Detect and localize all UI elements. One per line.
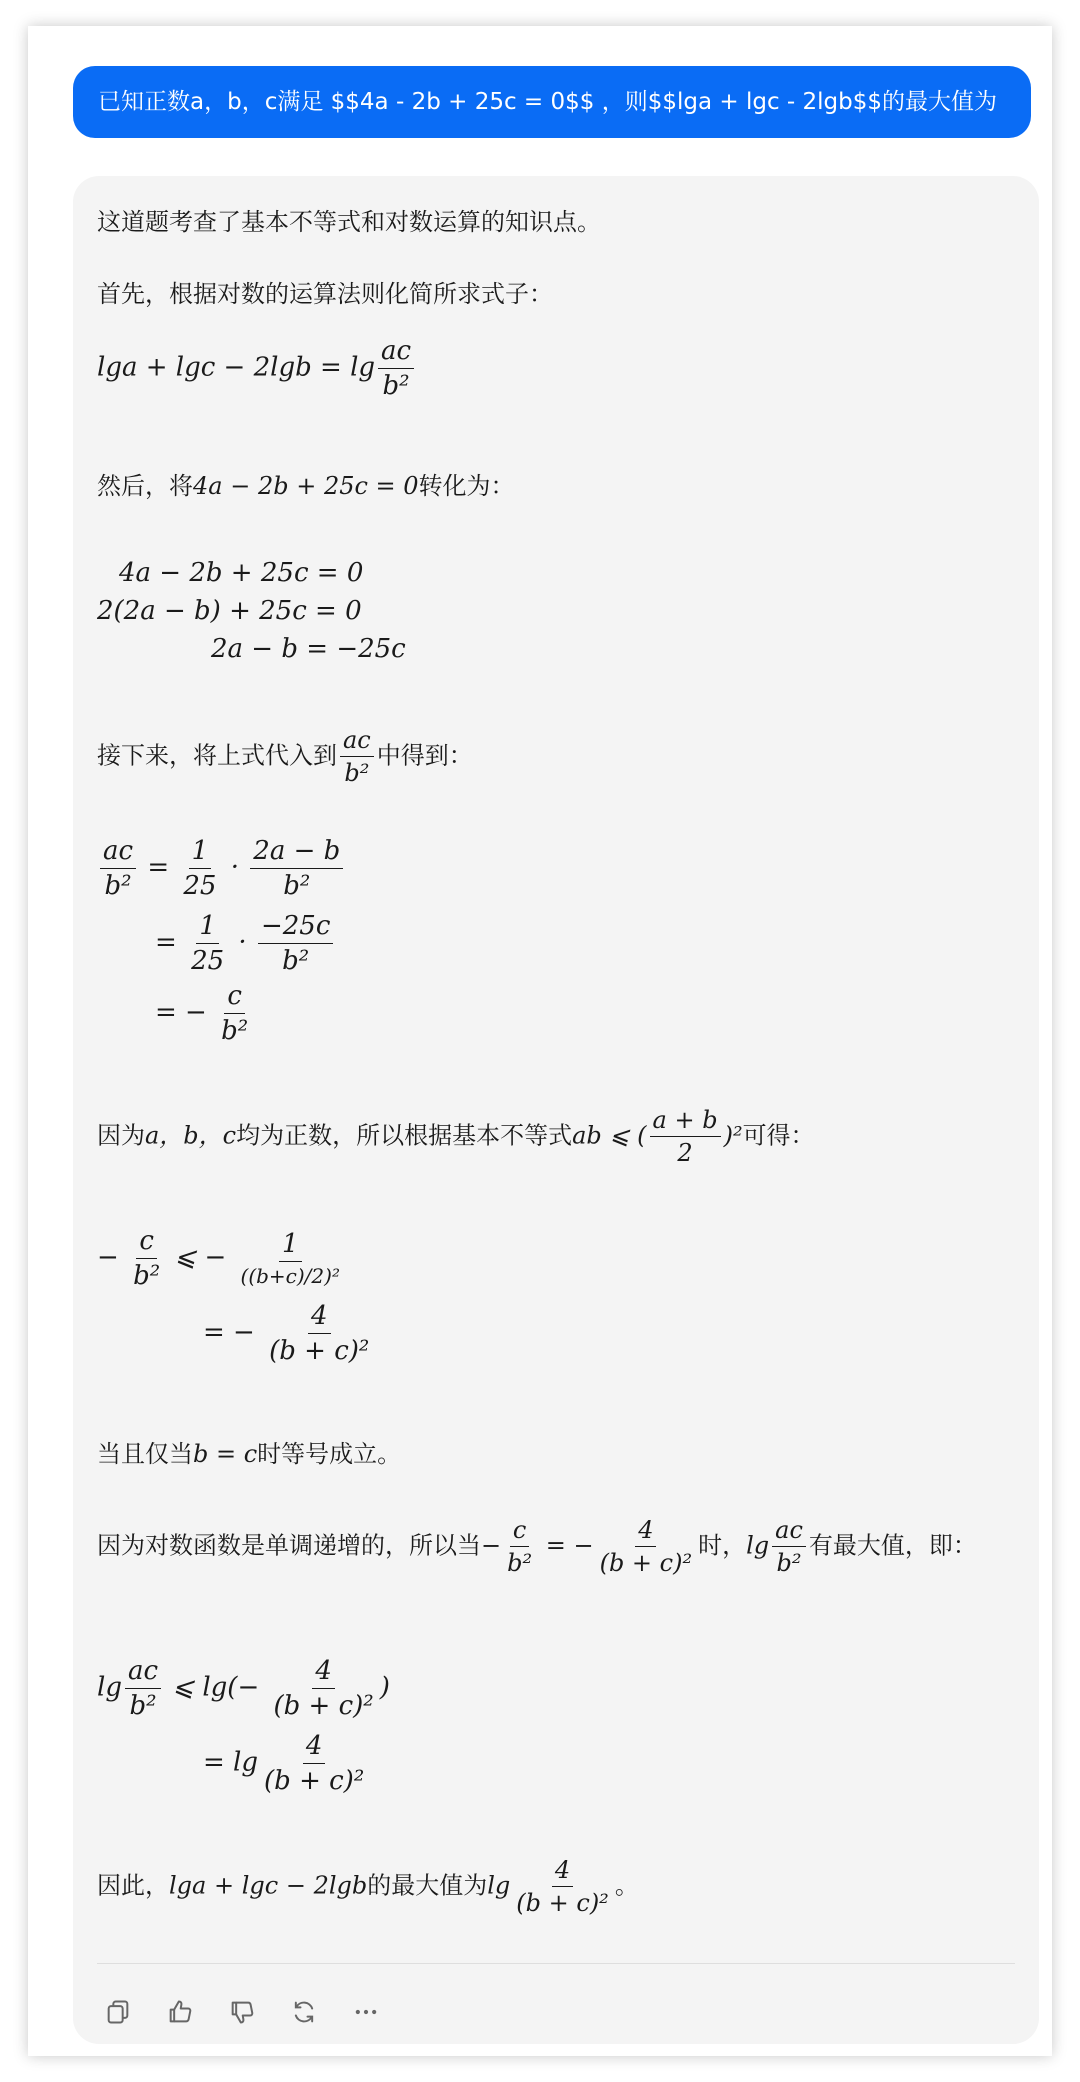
answer-step3 (97, 726, 473, 787)
frac-den: b² (382, 371, 410, 401)
frac-den: b² (283, 871, 311, 901)
frac-den: b² (776, 1549, 802, 1577)
frac-den: (b + c)² (264, 1766, 365, 1796)
regenerate-icon[interactable] (283, 1991, 325, 2033)
frac-den: (b + c)² (516, 1889, 609, 1917)
frac-den: 25 (183, 871, 217, 901)
final-mid: 的最大值为 (367, 1871, 488, 1900)
final-end: 。 (614, 1871, 639, 1900)
frac-num: a + b (650, 1106, 721, 1137)
frac-num: c (136, 1226, 157, 1259)
max-line-2: = lg $\frac{4}{\text{(b + c)²}}$ (203, 1731, 370, 1796)
final-pre: 因此， (97, 1871, 169, 1900)
step4-ineq: ab ⩽ ( (572, 1121, 647, 1150)
frac-4-bpc2-max (271, 1656, 377, 1721)
step3-post: 中得到： (376, 741, 473, 770)
step4-pre: 因为 (97, 1121, 145, 1150)
step4-post: 可得： (742, 1121, 815, 1150)
frac-den: (b + c)² (599, 1549, 693, 1577)
frac-num: 1 (196, 911, 219, 944)
frac-den: (b + c)² (273, 1691, 374, 1721)
step5-math: b = c (193, 1440, 258, 1468)
frac-den: (b + c)² (269, 1336, 370, 1366)
assistant-answer-card (73, 176, 1039, 2044)
step6-pre: 因为对数函数是单调递增的，所以当 (97, 1531, 481, 1560)
step2-pre: 然后，将 (97, 472, 193, 500)
more-icon[interactable] (345, 1991, 387, 2033)
step6-post: 有最大值，即： (808, 1531, 977, 1560)
frac-den: 25 (191, 946, 225, 976)
frac-num: 1 (279, 1229, 302, 1262)
frac-num: 4 (303, 1731, 326, 1764)
chat-frame (28, 26, 1052, 2056)
divider (97, 1963, 1015, 1964)
frac-c-b2-ineq (130, 1226, 163, 1291)
frac-4-bpc2-max2 (261, 1731, 367, 1796)
step4-sq: )² (723, 1121, 743, 1150)
inequality-line-2: = − $\frac{4}{\text{(b + c)²}}$ (203, 1301, 375, 1366)
equation-log-simplify (97, 336, 417, 401)
frac-den: b² (133, 1261, 161, 1291)
frac-4-bpc2-step6 (597, 1516, 696, 1577)
step3-pre: 接下来，将上式代入到 (97, 741, 337, 770)
frac-num: 4 (308, 1301, 331, 1334)
frac-num: c (224, 981, 245, 1014)
frac-num: ac (340, 726, 374, 757)
step4-vars: a，b，c (145, 1121, 237, 1150)
frac-num: ac (100, 836, 136, 869)
answer-intro: 这道题考查了基本不等式和对数运算的知识点。 (97, 208, 601, 236)
inequality-line-1: − $\frac{c}{\text{b²}}$ ⩽ − $\frac{1}{\text{((b+c)/2)²}}$ (97, 1226, 346, 1291)
frac-4-bpc2-final (513, 1856, 612, 1917)
eq1-left: lga + lgc − 2lgb = lg (97, 352, 376, 383)
frac-num: −25c (258, 911, 333, 944)
frac-num: c (510, 1516, 529, 1547)
answer-actions (97, 1991, 387, 2033)
frac-1-halfsq (238, 1229, 343, 1288)
frac-aplusb-2 (650, 1106, 721, 1167)
frac-neg25c-b2 (258, 911, 333, 976)
step2-math: 4a − 2b + 25c = 0 (193, 472, 419, 500)
frac-num: 4 (635, 1516, 656, 1547)
answer-step6: 因为对数函数是单调递增的，所以当− $\frac{c}{\text{b²}}$ = − $\frac{4}{\text{(b + c)²}}$ 时，lg $\frac{ac}{\text{b²}}$ 有最大值，即： (97, 1516, 977, 1577)
frac-den: b² (104, 871, 132, 901)
step4-mid: 均为正数，所以根据基本不等式 (236, 1121, 573, 1150)
final-expr: lga + lgc − 2lgb (169, 1871, 368, 1900)
frac-num: 4 (552, 1856, 573, 1887)
frac-den: b² (282, 946, 310, 976)
answer-final: 因此，lga + lgc − 2lgb的最大值为lg $\frac{4}{\text{(b + c)²}}$ 。 (97, 1856, 639, 1917)
thumbs-down-icon[interactable] (221, 1991, 263, 2033)
frac-2amb-b2 (250, 836, 343, 901)
frac-ac-b2 (378, 336, 414, 401)
max-line-1: lg $\frac{ac}{\text{b²}}$ ⩽ lg(− $\frac{4}{\text{(b + c)²}}$ ) (97, 1656, 390, 1721)
copy-icon[interactable] (97, 1991, 139, 2033)
frac-den: ((b+c)/2)² (240, 1264, 340, 1288)
user-question-bubble: 已知正数a，b，c满足 $$4a - 2b + 25c = 0$$ ，则$$lga + lgc - 2lgb$$的最大值为 (73, 66, 1031, 138)
system-line-3: 2a − b = −25c (211, 634, 406, 664)
frac-den: b² (129, 1691, 157, 1721)
frac-ac-b2-lhs (100, 836, 136, 901)
frac-ac-b2-step6 (772, 1516, 806, 1577)
step6-mid: 时， (698, 1531, 747, 1560)
step5-pre: 当且仅当 (97, 1440, 193, 1468)
frac-num: ac (378, 336, 414, 369)
frac-num: 4 (312, 1656, 335, 1689)
thumbs-up-icon[interactable] (159, 1991, 201, 2033)
frac-c-b2-step6 (504, 1516, 535, 1577)
frac-num: 1 (189, 836, 212, 869)
frac-den: b² (221, 1016, 249, 1046)
frac-1-25b (188, 911, 227, 976)
frac-num: ac (772, 1516, 806, 1547)
derivation-line-3: = − $\frac{c}{\text{b²}}$ (155, 981, 254, 1046)
frac-den: 2 (677, 1139, 693, 1167)
system-line-1: 4a − 2b + 25c = 0 (119, 558, 364, 588)
answer-step4 (97, 1106, 815, 1167)
frac-4-bpc2 (266, 1301, 372, 1366)
frac-den: b² (344, 759, 370, 787)
step2-post: 转化为： (418, 472, 515, 500)
derivation-line-1: $\frac{ac}{\text{b²}}$ = $\frac{1}{25}$ · $\frac{2a - b}{\text{b²}}$ (97, 836, 346, 901)
answer-step2 (97, 466, 515, 501)
step5-post: 时等号成立。 (257, 1440, 402, 1468)
frac-den: b² (507, 1549, 533, 1577)
derivation-line-2: = $\frac{1}{25}$ · $\frac{-25c}{\text{b²}}$ (155, 911, 336, 976)
answer-step1: 首先，根据对数的运算法则化简所求式子： (97, 280, 553, 308)
frac-ac-b2-max (125, 1656, 161, 1721)
frac-1-25 (180, 836, 219, 901)
frac-c-b2 (218, 981, 251, 1046)
frac-num: ac (125, 1656, 161, 1689)
answer-step5 (97, 1434, 401, 1469)
frac-ac-b2-inline (340, 726, 374, 787)
frac-num: 2a − b (250, 836, 343, 869)
system-line-2: 2(2a − b) + 25c = 0 (97, 596, 362, 626)
